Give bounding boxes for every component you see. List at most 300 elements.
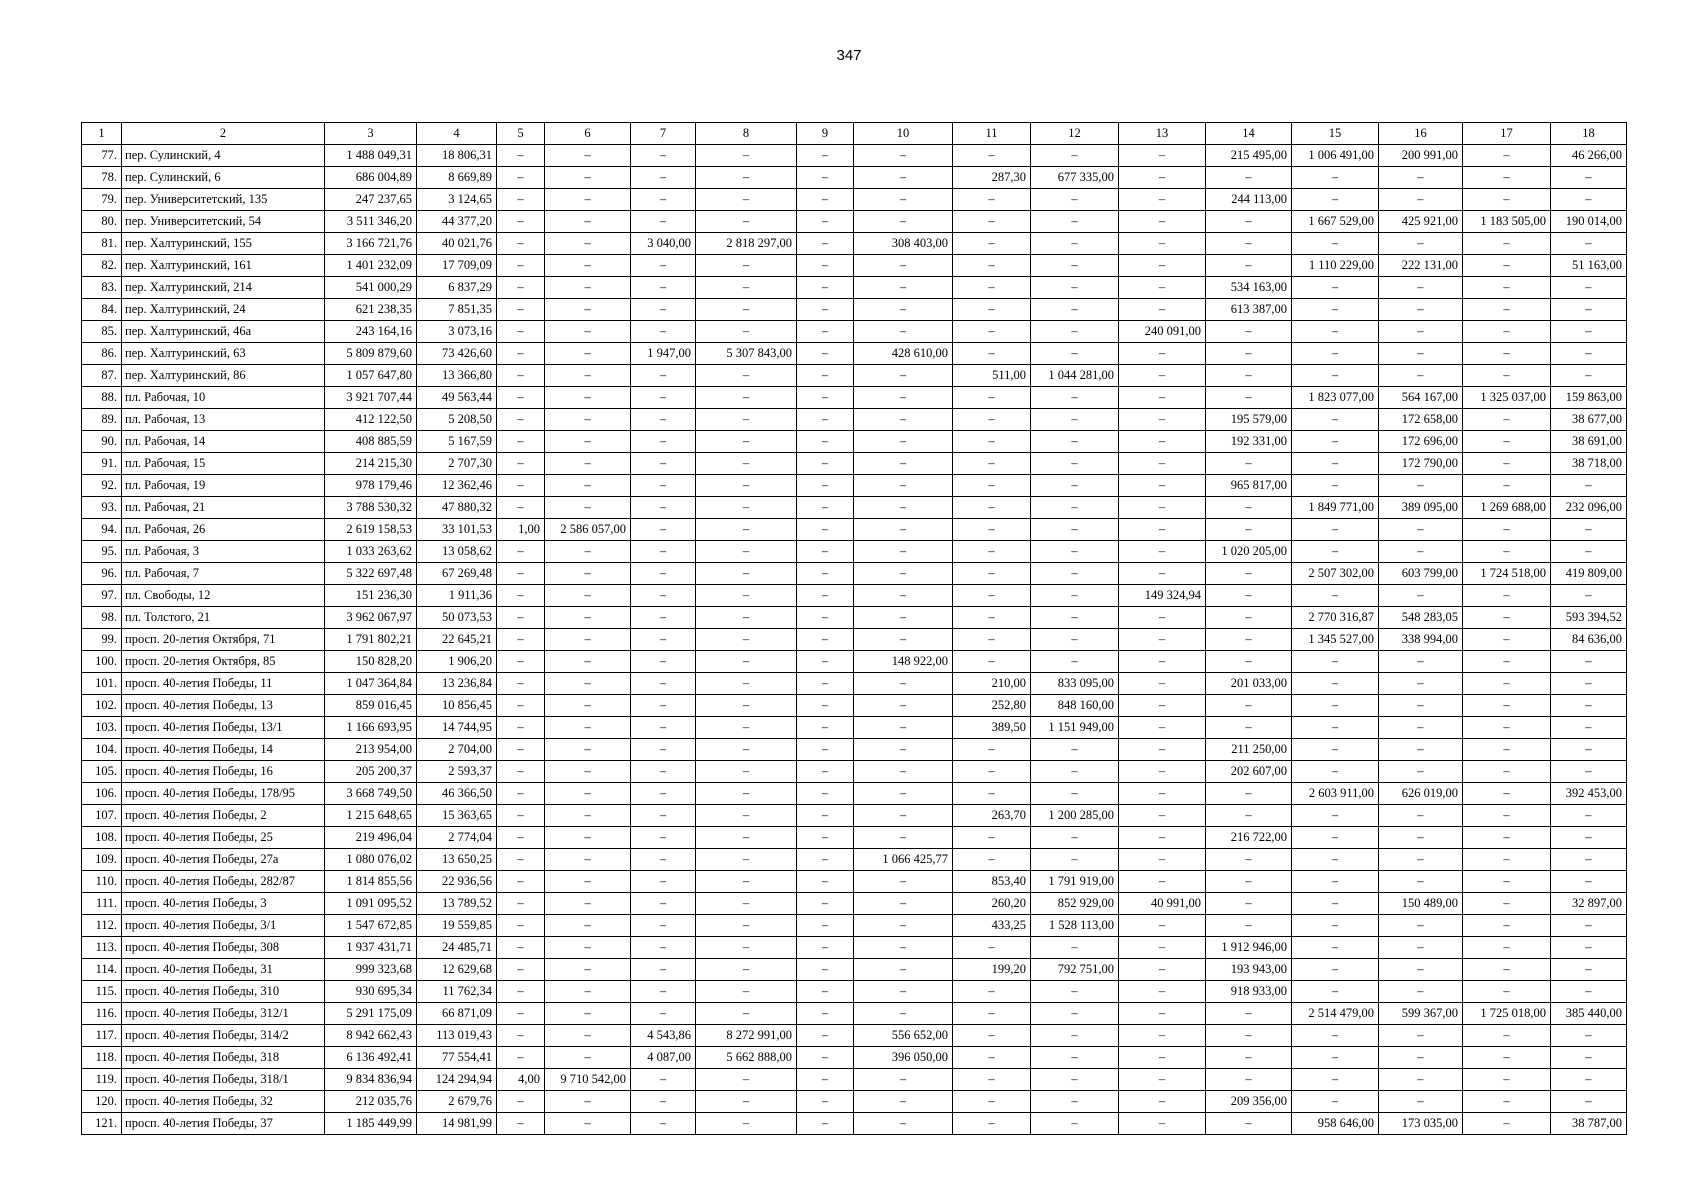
table-row	[82, 607, 1627, 629]
value-cell: –	[1379, 189, 1463, 211]
column-header: 1	[82, 123, 122, 145]
value-cell: 13 236,84	[417, 673, 497, 695]
row-number-cell: 92.	[82, 475, 122, 497]
value-cell: –	[1119, 827, 1206, 849]
value-cell: –	[1292, 761, 1379, 783]
value-cell: –	[696, 981, 797, 1003]
value-cell: –	[631, 981, 696, 1003]
value-cell: –	[1292, 871, 1379, 893]
value-cell: –	[1119, 1113, 1206, 1135]
table-row	[82, 563, 1627, 585]
address-cell: просп. 20-летия Октября, 71	[122, 629, 325, 651]
value-cell: 396 050,00	[854, 1047, 953, 1069]
value-cell: –	[1031, 981, 1119, 1003]
value-cell: –	[1031, 607, 1119, 629]
value-cell: –	[631, 563, 696, 585]
value-cell: –	[1206, 915, 1292, 937]
value-cell: –	[1463, 585, 1551, 607]
value-cell: 240 091,00	[1119, 321, 1206, 343]
value-cell: –	[1551, 805, 1627, 827]
value-cell: –	[797, 1025, 854, 1047]
value-cell: –	[1463, 607, 1551, 629]
value-cell: –	[797, 651, 854, 673]
address-cell: просп. 40-летия Победы, 25	[122, 827, 325, 849]
address-cell: просп. 40-летия Победы, 16	[122, 761, 325, 783]
value-cell: –	[1463, 321, 1551, 343]
value-cell: –	[1031, 233, 1119, 255]
value-cell: –	[1031, 541, 1119, 563]
value-cell: –	[631, 365, 696, 387]
value-cell: –	[497, 915, 545, 937]
value-cell: –	[1119, 739, 1206, 761]
value-cell: 13 058,62	[417, 541, 497, 563]
value-cell: 978 179,46	[325, 475, 417, 497]
value-cell: –	[797, 1113, 854, 1135]
value-cell: –	[797, 585, 854, 607]
table-row	[82, 189, 1627, 211]
value-cell: 38 677,00	[1551, 409, 1627, 431]
value-cell: 833 095,00	[1031, 673, 1119, 695]
value-cell: –	[1292, 651, 1379, 673]
value-cell: –	[1463, 167, 1551, 189]
value-cell: –	[545, 981, 631, 1003]
value-cell: –	[696, 211, 797, 233]
value-cell: –	[854, 409, 953, 431]
value-cell: –	[545, 1025, 631, 1047]
value-cell: –	[854, 387, 953, 409]
value-cell: –	[497, 255, 545, 277]
value-cell: –	[497, 1091, 545, 1113]
value-cell: –	[1463, 189, 1551, 211]
value-cell: 219 496,04	[325, 827, 417, 849]
value-cell: –	[854, 981, 953, 1003]
value-cell: –	[1379, 585, 1463, 607]
value-cell: –	[1206, 1047, 1292, 1069]
value-cell: –	[1463, 651, 1551, 673]
value-cell: 46 366,50	[417, 783, 497, 805]
value-cell: –	[631, 849, 696, 871]
value-cell: 3 073,16	[417, 321, 497, 343]
value-cell: –	[854, 277, 953, 299]
value-cell: 199,20	[953, 959, 1031, 981]
value-cell: –	[1463, 233, 1551, 255]
row-number-cell: 112.	[82, 915, 122, 937]
value-cell: –	[797, 387, 854, 409]
value-cell: –	[696, 827, 797, 849]
value-cell: –	[1292, 453, 1379, 475]
value-cell: –	[1031, 827, 1119, 849]
value-cell: 22 936,56	[417, 871, 497, 893]
value-cell: –	[1119, 365, 1206, 387]
value-cell: –	[1379, 849, 1463, 871]
row-number-cell: 89.	[82, 409, 122, 431]
value-cell: 263,70	[953, 805, 1031, 827]
value-cell: –	[1463, 673, 1551, 695]
value-cell: 243 164,16	[325, 321, 417, 343]
value-cell: 3 040,00	[631, 233, 696, 255]
table-row	[82, 739, 1627, 761]
value-cell: –	[854, 607, 953, 629]
value-cell: –	[497, 1113, 545, 1135]
value-cell: –	[631, 673, 696, 695]
value-cell: –	[696, 849, 797, 871]
value-cell: 2 679,76	[417, 1091, 497, 1113]
value-cell: –	[545, 453, 631, 475]
value-cell: –	[1292, 717, 1379, 739]
value-cell: –	[1292, 365, 1379, 387]
value-cell: –	[545, 409, 631, 431]
value-cell: –	[1119, 629, 1206, 651]
table-row	[82, 629, 1627, 651]
address-cell: пл. Рабочая, 3	[122, 541, 325, 563]
value-cell: –	[696, 365, 797, 387]
column-header: 12	[1031, 123, 1119, 145]
value-cell: –	[497, 827, 545, 849]
value-cell: –	[1292, 981, 1379, 1003]
value-cell: –	[497, 717, 545, 739]
value-cell: –	[1119, 277, 1206, 299]
value-cell: –	[631, 145, 696, 167]
value-cell: –	[1379, 981, 1463, 1003]
value-cell: –	[1551, 1047, 1627, 1069]
value-cell: –	[1379, 343, 1463, 365]
value-cell: 212 035,76	[325, 1091, 417, 1113]
value-cell: 5 322 697,48	[325, 563, 417, 585]
value-cell: –	[1379, 805, 1463, 827]
value-cell: 412 122,50	[325, 409, 417, 431]
value-cell: 2 586 057,00	[545, 519, 631, 541]
value-cell: –	[854, 563, 953, 585]
value-cell: –	[854, 1113, 953, 1135]
row-number-cell: 110.	[82, 871, 122, 893]
value-cell: –	[1379, 695, 1463, 717]
value-cell: –	[1551, 1091, 1627, 1113]
value-cell: –	[854, 673, 953, 695]
column-header: 8	[696, 123, 797, 145]
value-cell: 5 291 175,09	[325, 1003, 417, 1025]
value-cell: –	[1379, 1069, 1463, 1091]
table-row	[82, 805, 1627, 827]
value-cell: –	[854, 189, 953, 211]
address-cell: пер. Сулинский, 4	[122, 145, 325, 167]
table-row	[82, 717, 1627, 739]
value-cell: 428 610,00	[854, 343, 953, 365]
value-cell: 1 325 037,00	[1463, 387, 1551, 409]
value-cell: 389 095,00	[1379, 497, 1463, 519]
value-cell: –	[854, 827, 953, 849]
value-cell: –	[1031, 937, 1119, 959]
value-cell: –	[797, 1003, 854, 1025]
value-cell: –	[696, 739, 797, 761]
value-cell: –	[545, 145, 631, 167]
value-cell: 210,00	[953, 673, 1031, 695]
row-number-cell: 80.	[82, 211, 122, 233]
value-cell: –	[797, 563, 854, 585]
value-cell: –	[1292, 189, 1379, 211]
value-cell: –	[497, 607, 545, 629]
value-cell: –	[1463, 937, 1551, 959]
value-cell: –	[1119, 937, 1206, 959]
address-cell: просп. 40-летия Победы, 13	[122, 695, 325, 717]
value-cell: 22 645,21	[417, 629, 497, 651]
value-cell: –	[797, 277, 854, 299]
value-cell: 1 823 077,00	[1292, 387, 1379, 409]
value-cell: –	[953, 497, 1031, 519]
value-cell: –	[631, 387, 696, 409]
value-cell: –	[854, 585, 953, 607]
value-cell: –	[1292, 409, 1379, 431]
value-cell: –	[797, 827, 854, 849]
value-cell: –	[1031, 321, 1119, 343]
value-cell: –	[854, 497, 953, 519]
value-cell: –	[497, 233, 545, 255]
value-cell: –	[1463, 145, 1551, 167]
value-cell: 150 489,00	[1379, 893, 1463, 915]
value-cell: –	[545, 893, 631, 915]
value-cell: –	[1292, 431, 1379, 453]
value-cell: 965 817,00	[1206, 475, 1292, 497]
value-cell: –	[1206, 453, 1292, 475]
value-cell: –	[854, 937, 953, 959]
address-cell: просп. 40-летия Победы, 282/87	[122, 871, 325, 893]
value-cell: –	[1206, 497, 1292, 519]
value-cell: –	[854, 761, 953, 783]
value-cell: 17 709,09	[417, 255, 497, 277]
column-header: 6	[545, 123, 631, 145]
value-cell: –	[797, 343, 854, 365]
row-number-cell: 79.	[82, 189, 122, 211]
value-cell: –	[1031, 1025, 1119, 1047]
value-cell: –	[797, 871, 854, 893]
value-cell: –	[1551, 937, 1627, 959]
value-cell: –	[1119, 651, 1206, 673]
value-cell: –	[696, 651, 797, 673]
value-cell: –	[1292, 1047, 1379, 1069]
value-cell: –	[1119, 871, 1206, 893]
value-cell: –	[1551, 739, 1627, 761]
value-cell: –	[631, 783, 696, 805]
column-header: 13	[1119, 123, 1206, 145]
value-cell: –	[797, 695, 854, 717]
column-header: 9	[797, 123, 854, 145]
row-number-cell: 120.	[82, 1091, 122, 1113]
value-cell: 66 871,09	[417, 1003, 497, 1025]
value-cell: –	[497, 299, 545, 321]
value-cell: –	[545, 167, 631, 189]
value-cell: –	[1463, 277, 1551, 299]
row-number-cell: 111.	[82, 893, 122, 915]
value-cell: –	[1206, 695, 1292, 717]
value-cell: 13 789,52	[417, 893, 497, 915]
value-cell: –	[1463, 695, 1551, 717]
value-cell: –	[1119, 497, 1206, 519]
value-cell: –	[696, 717, 797, 739]
value-cell: 51 163,00	[1551, 255, 1627, 277]
value-cell: 7 851,35	[417, 299, 497, 321]
value-cell: 593 394,52	[1551, 607, 1627, 629]
value-cell: 1 033 263,62	[325, 541, 417, 563]
value-cell: –	[696, 409, 797, 431]
value-cell: –	[545, 343, 631, 365]
table-row	[82, 475, 1627, 497]
value-cell: 1 200 285,00	[1031, 805, 1119, 827]
value-cell: 33 101,53	[417, 519, 497, 541]
value-cell: –	[1379, 959, 1463, 981]
table-body	[82, 145, 1627, 1135]
value-cell: –	[953, 1047, 1031, 1069]
row-number-cell: 85.	[82, 321, 122, 343]
value-cell: 1 401 232,09	[325, 255, 417, 277]
value-cell: 5 208,50	[417, 409, 497, 431]
value-cell: 5 662 888,00	[696, 1047, 797, 1069]
value-cell: 1 057 647,80	[325, 365, 417, 387]
table-row	[82, 1025, 1627, 1047]
value-cell: –	[1119, 695, 1206, 717]
value-cell: –	[854, 893, 953, 915]
value-cell: –	[545, 717, 631, 739]
value-cell: –	[1031, 783, 1119, 805]
row-number-cell: 105.	[82, 761, 122, 783]
value-cell: 173 035,00	[1379, 1113, 1463, 1135]
value-cell: 38 787,00	[1551, 1113, 1627, 1135]
row-number-cell: 86.	[82, 343, 122, 365]
value-cell: –	[1463, 1091, 1551, 1113]
value-cell: –	[854, 805, 953, 827]
value-cell: –	[1463, 1025, 1551, 1047]
value-cell: –	[797, 739, 854, 761]
value-cell: –	[1206, 365, 1292, 387]
value-cell: –	[1463, 783, 1551, 805]
value-cell: –	[797, 937, 854, 959]
value-cell: 541 000,29	[325, 277, 417, 299]
value-cell: –	[497, 849, 545, 871]
table-row	[82, 387, 1627, 409]
value-cell: –	[1206, 343, 1292, 365]
value-cell: 1 814 855,56	[325, 871, 417, 893]
value-cell: –	[1292, 915, 1379, 937]
value-cell: –	[1031, 211, 1119, 233]
value-cell: –	[1551, 167, 1627, 189]
value-cell: 214 215,30	[325, 453, 417, 475]
value-cell: 172 658,00	[1379, 409, 1463, 431]
value-cell: –	[545, 431, 631, 453]
value-cell: 408 885,59	[325, 431, 417, 453]
value-cell: –	[1119, 255, 1206, 277]
value-cell: –	[1031, 387, 1119, 409]
address-cell: пер. Халтуринский, 46а	[122, 321, 325, 343]
value-cell: 1 488 049,31	[325, 145, 417, 167]
value-cell: –	[854, 145, 953, 167]
value-cell: –	[545, 497, 631, 519]
address-cell: пер. Университетский, 54	[122, 211, 325, 233]
value-cell: –	[545, 937, 631, 959]
value-cell: –	[797, 893, 854, 915]
table-row	[82, 1069, 1627, 1091]
value-cell: –	[545, 189, 631, 211]
value-cell: 38 691,00	[1551, 431, 1627, 453]
value-cell: 46 266,00	[1551, 145, 1627, 167]
value-cell: –	[1119, 717, 1206, 739]
value-cell: 9 710 542,00	[545, 1069, 631, 1091]
value-cell: –	[953, 145, 1031, 167]
value-cell: –	[1119, 453, 1206, 475]
value-cell: –	[1119, 475, 1206, 497]
row-number-cell: 91.	[82, 453, 122, 475]
value-cell: –	[797, 167, 854, 189]
value-cell: –	[1292, 1069, 1379, 1091]
value-cell: 1 091 095,52	[325, 893, 417, 915]
value-cell: –	[953, 1025, 1031, 1047]
column-header: 15	[1292, 123, 1379, 145]
value-cell: –	[497, 365, 545, 387]
value-cell: –	[545, 1047, 631, 1069]
value-cell: –	[797, 915, 854, 937]
value-cell: –	[497, 585, 545, 607]
address-cell: пер. Халтуринский, 161	[122, 255, 325, 277]
row-number-cell: 118.	[82, 1047, 122, 1069]
value-cell: –	[631, 893, 696, 915]
value-cell: –	[1119, 607, 1206, 629]
row-number-cell: 109.	[82, 849, 122, 871]
value-cell: –	[1551, 761, 1627, 783]
value-cell: –	[497, 739, 545, 761]
address-cell: просп. 40-летия Победы, 318/1	[122, 1069, 325, 1091]
value-cell: –	[1119, 541, 1206, 563]
value-cell: 148 922,00	[854, 651, 953, 673]
value-cell: –	[545, 739, 631, 761]
value-cell: –	[1463, 541, 1551, 563]
value-cell: 1 006 491,00	[1292, 145, 1379, 167]
value-cell: –	[1031, 849, 1119, 871]
table-row	[82, 695, 1627, 717]
value-cell: –	[1031, 629, 1119, 651]
table-row	[82, 937, 1627, 959]
value-cell: –	[545, 1113, 631, 1135]
value-cell: 50 073,53	[417, 607, 497, 629]
value-cell: –	[1463, 343, 1551, 365]
value-cell: 3 668 749,50	[325, 783, 417, 805]
address-cell: пер. Халтуринский, 24	[122, 299, 325, 321]
value-cell: –	[1031, 189, 1119, 211]
value-cell: –	[1292, 695, 1379, 717]
row-number-cell: 113.	[82, 937, 122, 959]
value-cell: –	[854, 1091, 953, 1113]
row-number-cell: 81.	[82, 233, 122, 255]
table-row	[82, 1091, 1627, 1113]
value-cell: –	[1463, 409, 1551, 431]
value-cell: –	[1119, 783, 1206, 805]
value-cell: 1 269 688,00	[1463, 497, 1551, 519]
value-cell: –	[1379, 167, 1463, 189]
value-cell: –	[631, 739, 696, 761]
value-cell: 18 806,31	[417, 145, 497, 167]
column-header: 2	[122, 123, 325, 145]
value-cell: –	[953, 277, 1031, 299]
value-cell: 172 790,00	[1379, 453, 1463, 475]
value-cell: –	[1206, 783, 1292, 805]
value-cell: –	[1206, 651, 1292, 673]
value-cell: 3 921 707,44	[325, 387, 417, 409]
value-cell: –	[797, 607, 854, 629]
value-cell: –	[1551, 1069, 1627, 1091]
value-cell: –	[497, 761, 545, 783]
value-cell: –	[1292, 805, 1379, 827]
value-cell: –	[953, 299, 1031, 321]
value-cell: –	[1551, 189, 1627, 211]
value-cell: –	[1031, 519, 1119, 541]
value-cell: –	[545, 805, 631, 827]
value-cell: –	[797, 189, 854, 211]
